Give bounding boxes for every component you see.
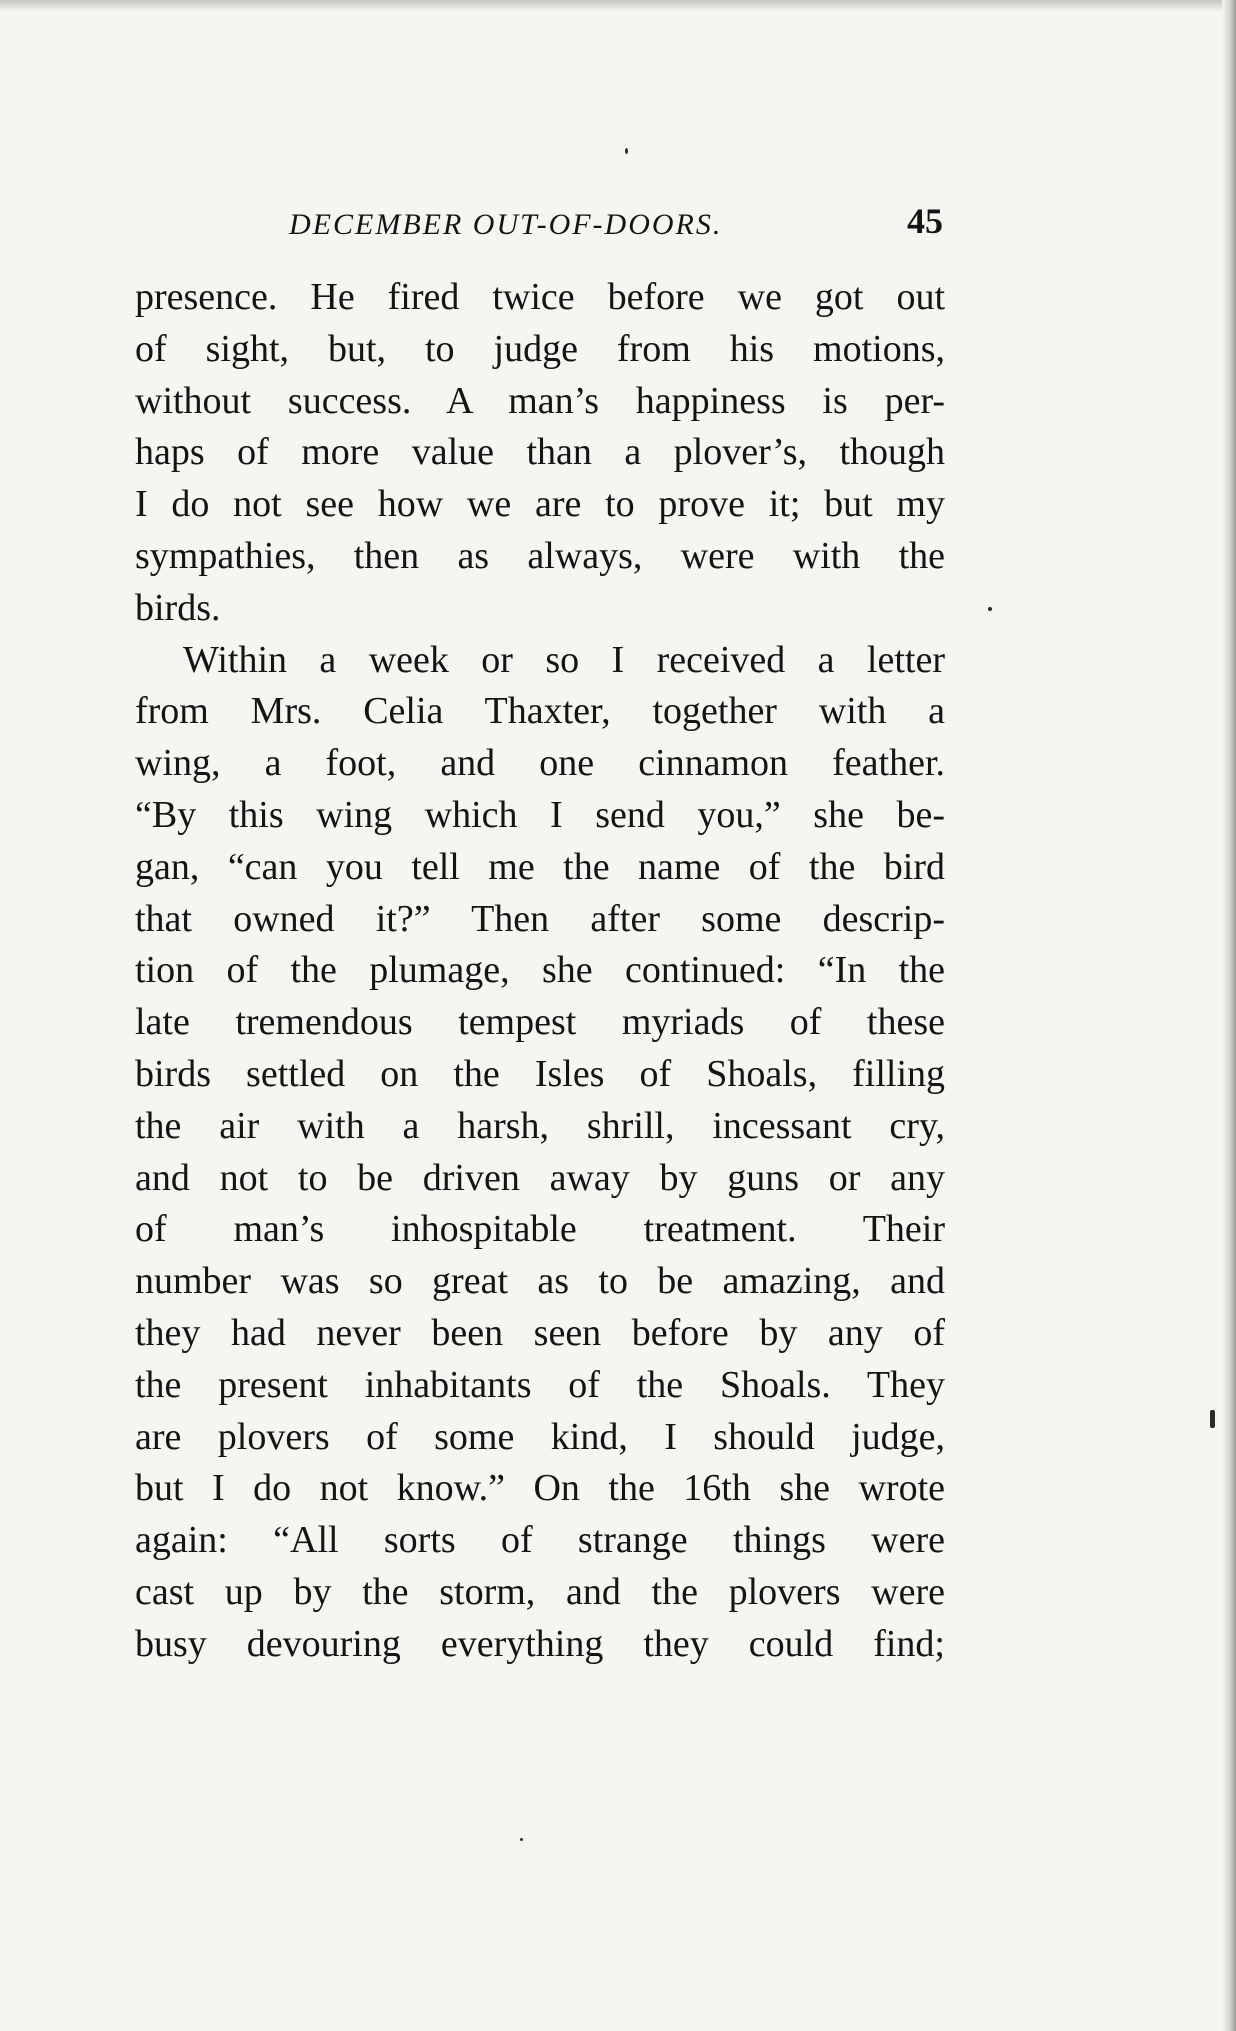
print-speck — [520, 1838, 523, 1841]
text-line: presence. He fired twice before we got out — [135, 276, 945, 318]
text-line: sympathies, then as always, were with the — [135, 534, 945, 577]
text-line: of man’s inhospitable treatment. Their — [135, 1208, 945, 1251]
print-speck — [1210, 1410, 1215, 1428]
print-speck — [988, 607, 992, 611]
text-line: “By this wing which I send you,” she be- — [135, 793, 945, 836]
text-line: wing, a foot, and one cinnamon feather. — [135, 742, 945, 785]
text-line: gan, “can you tell me the name of the bird — [135, 845, 945, 888]
text-line: late tremendous tempest myriads of these — [135, 1001, 945, 1044]
text-line: without success. A man’s happiness is per- — [135, 379, 945, 422]
text-line: the air with a harsh, shrill, incessant cry, — [135, 1104, 945, 1147]
text-line: tion of the plumage, she continued: “In the — [135, 949, 945, 992]
text-line: and not to be driven away by guns or any — [135, 1156, 945, 1199]
running-title: DECEMBER OUT-OF-DOORS. — [289, 208, 723, 241]
page-top-shadow — [0, 0, 1236, 12]
text-line: I do not see how we are to prove it; but my — [135, 483, 945, 526]
text-line: from Mrs. Celia Thaxter, together with a — [135, 690, 945, 733]
text-line: birds settled on the Isles of Shoals, filling — [135, 1052, 945, 1095]
body-text — [135, 272, 945, 1671]
print-speck — [625, 148, 628, 154]
text-line: busy devouring everything they could find; — [135, 1622, 945, 1665]
text-line: number was so great as to be amazing, and — [135, 1260, 945, 1303]
page-header — [135, 200, 945, 250]
page-number: 45 — [907, 201, 943, 241]
text-line: the present inhabitants of the Shoals. They — [135, 1363, 945, 1406]
text-line: again: “All sorts of strange things were — [135, 1519, 945, 1562]
text-line: birds. — [135, 586, 221, 629]
text-line: haps of more value than a plover’s, though — [135, 431, 945, 474]
text-line: but I do not know.” On the 16th she wrote — [135, 1467, 945, 1510]
page-edge — [1222, 0, 1236, 2031]
text-line: of sight, but, to judge from his motions, — [135, 327, 945, 370]
text-line: cast up by the storm, and the plovers were — [135, 1570, 945, 1613]
text-line: that owned it?” Then after some descrip- — [135, 897, 945, 940]
text-line: are plovers of some kind, I should judge, — [135, 1415, 945, 1458]
paragraph-1 — [135, 272, 945, 635]
text-line: they had never been seen before by any of — [135, 1311, 945, 1354]
paragraph-2 — [135, 635, 945, 1671]
text-line: Within a week or so I received a letter — [183, 638, 945, 681]
